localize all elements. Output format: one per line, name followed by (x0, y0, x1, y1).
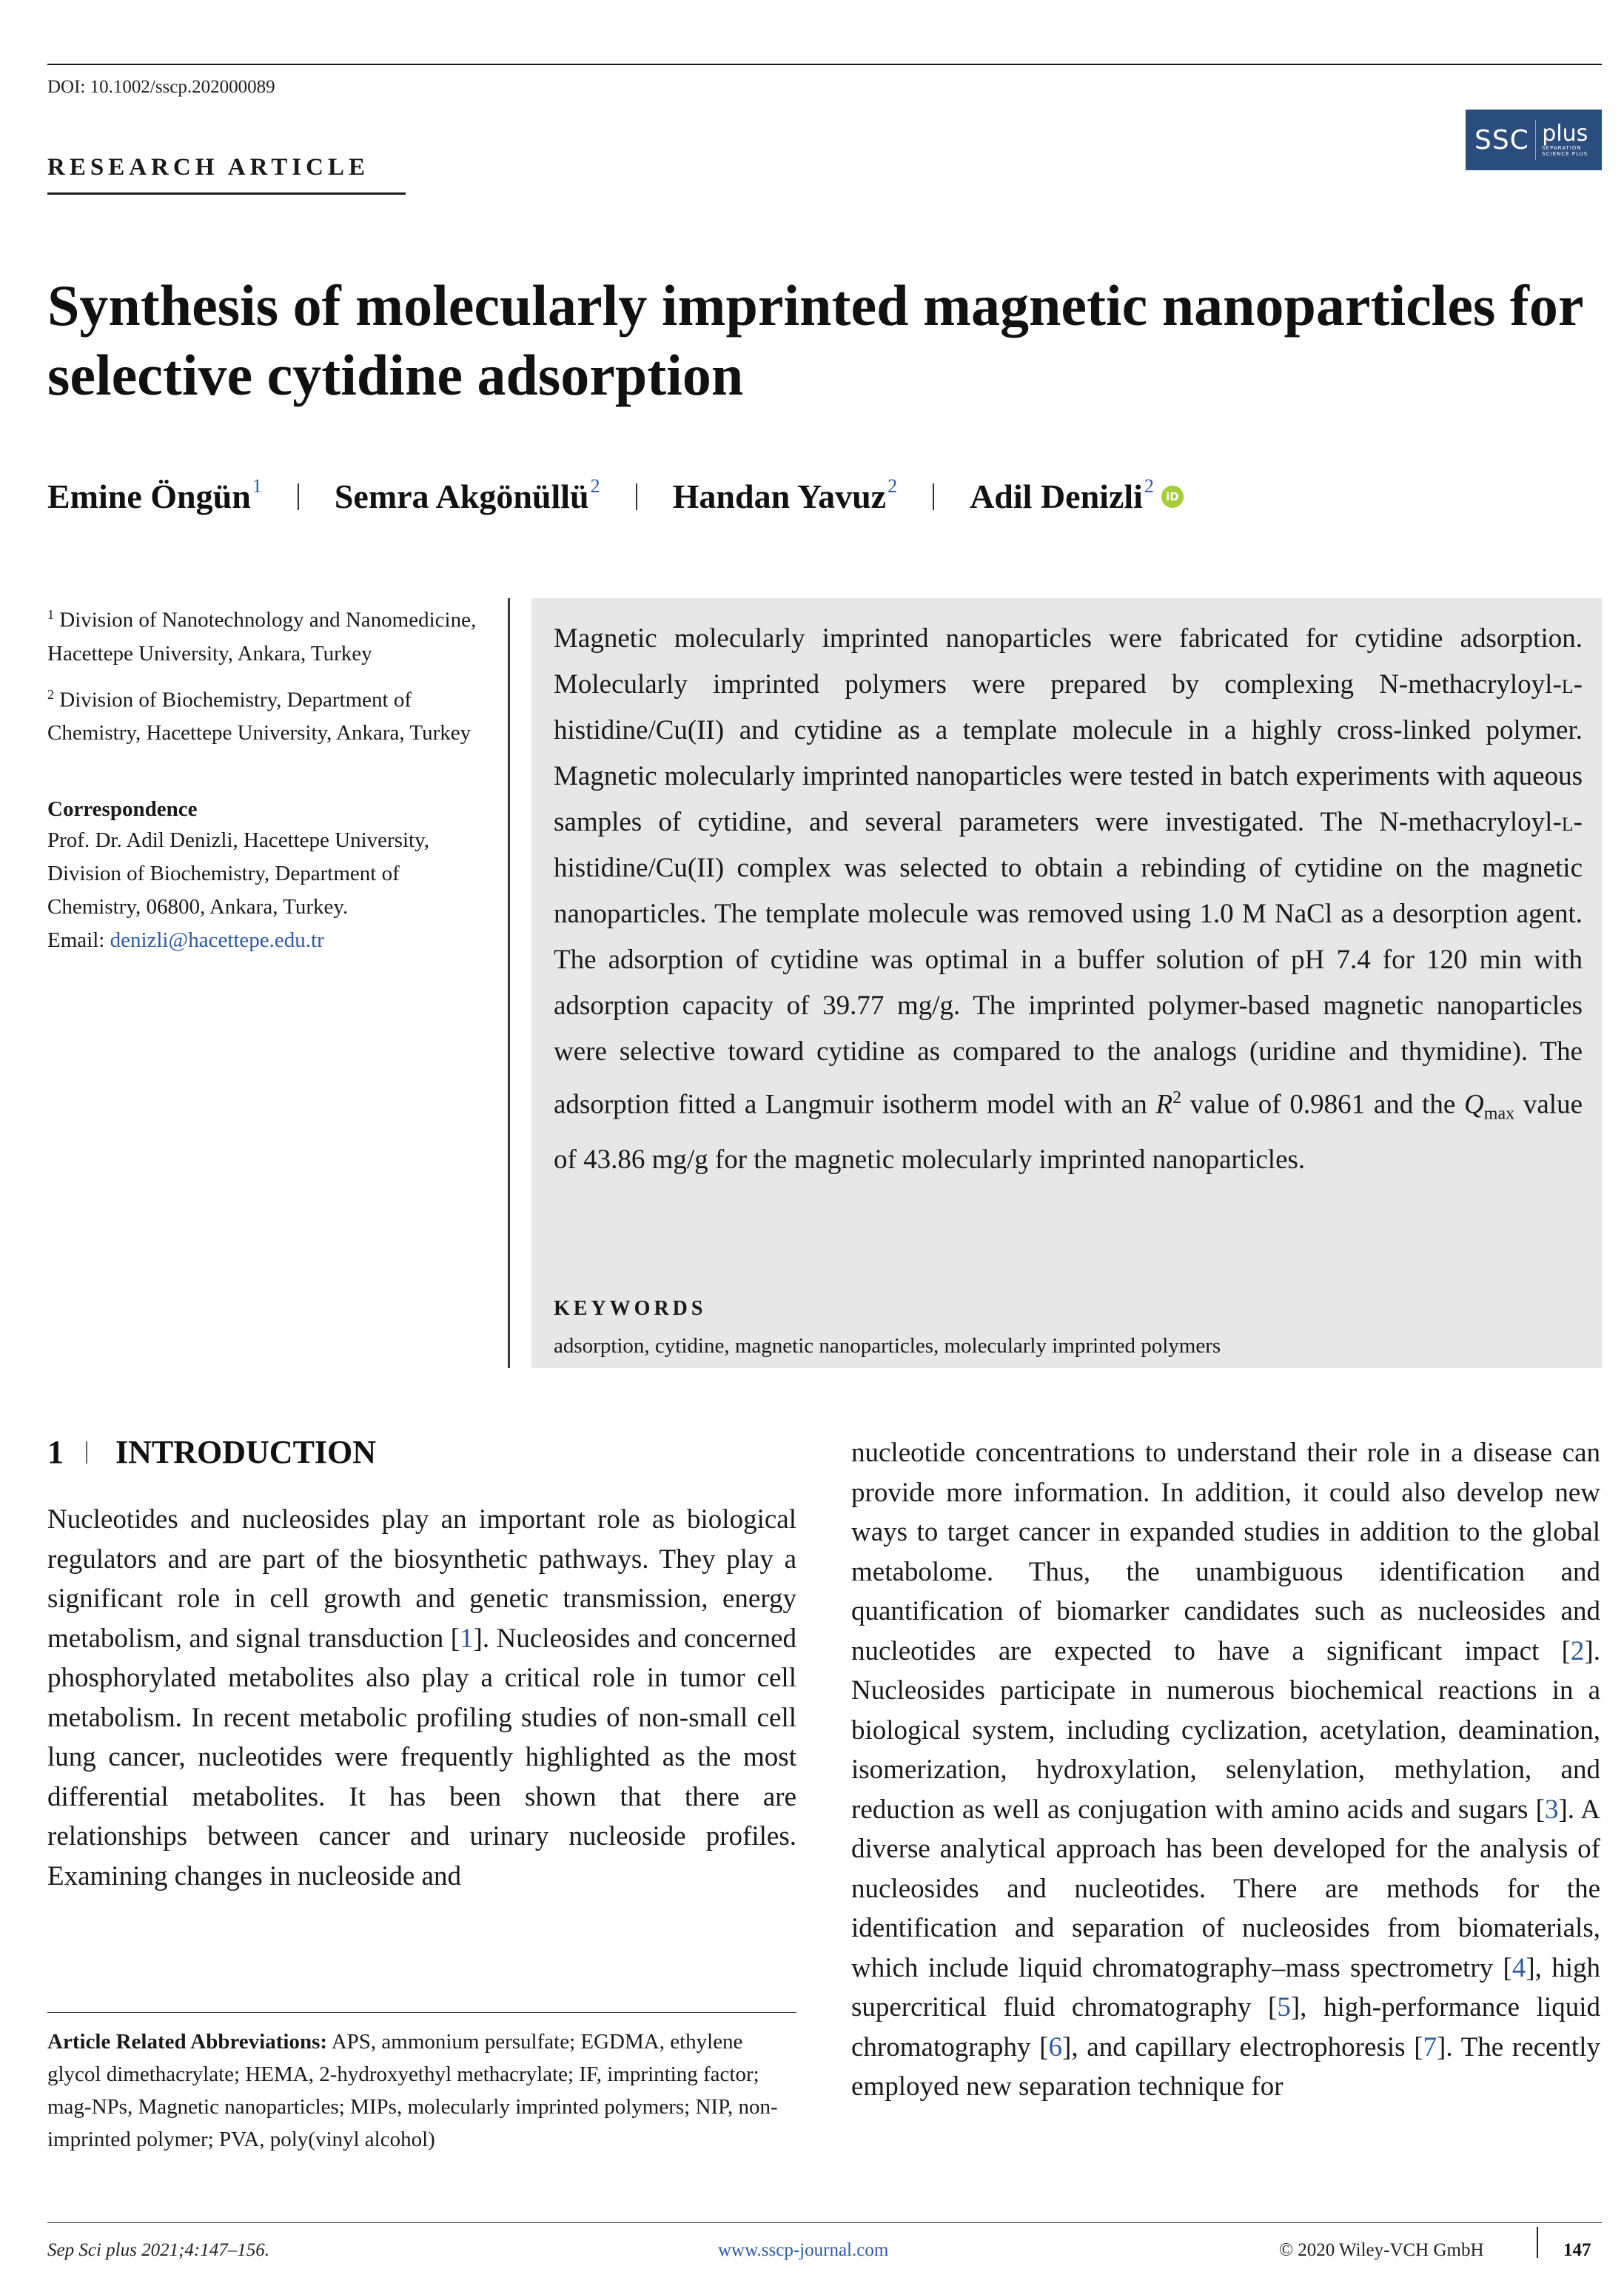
article-type-label: RESEARCH ARTICLE (47, 154, 370, 181)
logo-divider (1535, 120, 1536, 160)
affiliations-sidebar (47, 598, 491, 957)
affiliation-1 (47, 598, 491, 671)
email-link[interactable]: denizli@hacettepe.edu.tr (110, 928, 324, 953)
citation-link[interactable]: 2 (1570, 1635, 1585, 1666)
page-number: 147 (1563, 2240, 1591, 2260)
author-list (47, 477, 1184, 516)
affiliation-text: Division of Biochemistry, Department of Chemistry, Hacettepe University, Ankara, Turkey (47, 688, 472, 745)
citation-link[interactable]: 6 (1048, 2031, 1062, 2062)
abstract-part: value of 43.86 mg/g for the magnetic molecularly imprinted nanoparticles. (554, 1089, 1583, 1175)
body-text: ], high supercritical fluid chromatography [ (851, 1952, 1601, 2022)
abstract-part: value of 0.9861 and the (1181, 1089, 1465, 1120)
abstract-part: Magnetic molecularly imprinted nanoparticles were fabricated for cytidine adsorption. Molecularly imprinted polymers were prepared by complexing N-methacryloyl- (554, 623, 1583, 700)
section-heading (47, 1433, 376, 1471)
abstract-divider (508, 598, 510, 1368)
body-text: ], high-performance liquid chromatography [ (851, 1992, 1600, 2062)
logo-subtitle: SEPARATION SCIENCE PLUS (1542, 145, 1588, 157)
intro-paragraph-left (47, 1500, 796, 1896)
logo-right (1542, 123, 1602, 157)
footer-copyright: © 2020 Wiley-VCH GmbH (1279, 2240, 1484, 2260)
intro-paragraph-right (851, 1433, 1600, 2107)
article-title: Synthesis of molecularly imprinted magnetic nanoparticles for selective cytidine adsorption (47, 273, 1583, 407)
section-number: 1 (47, 1434, 64, 1470)
correspondence-address: Prof. Dr. Adil Denizli, Hacettepe University, Division of Biochemistry, Department of Chemistry, 06800, Ankara, Turkey. (47, 828, 429, 919)
citation-link[interactable]: 5 (1277, 1992, 1291, 2022)
footer-citation: Sep Sci plus 2021;4:147–156. (47, 2240, 269, 2260)
abbreviations-footnote (47, 2025, 796, 2156)
email-label: Email: (47, 928, 105, 953)
author-1[interactable] (47, 477, 262, 516)
body-text: ]. A diverse analytical approach has been developed for the analysis of nucleosides and nucleotides. There are methods for the identification and separation of nucleosides from biomaterials, which include liquid chromatography–mass spectrometry [ (851, 1794, 1600, 1983)
citation-link[interactable]: 1 (460, 1623, 474, 1654)
q-symbol: Q (1464, 1089, 1484, 1120)
author-name: Handan Yavuz (672, 477, 887, 515)
abstract-part: -histidine/Cu(II) complex was selected to obtain a rebinding of cytidine on the magnetic nanoparticles. The template molecule was removed using 1.0 M NaCl as a desorption agent. The adsorption of cytidine was optimal in a buffer solution of pH 7.4 for 120 min with adsorption capacity of 39.77 mg/g. The imprinted polymer-based magnetic nanoparticles were selective toward cytidine as compared to the analogs (uridine and thymidine). The adsorption fitted a Langmuir isotherm model with an (554, 807, 1583, 1120)
body-text: ], and capillary electrophoresis [ (1062, 2031, 1423, 2062)
keywords-heading: KEYWORDS (554, 1297, 707, 1320)
small-caps-l: l (1561, 807, 1574, 837)
abbreviations-rule (47, 2012, 796, 2013)
author-affiliation-marker[interactable]: 2 (888, 475, 898, 497)
keywords-text: adsorption, cytidine, magnetic nanoparticles, molecularly imprinted polymers (554, 1334, 1221, 1358)
correspondence-heading: Correspondence (47, 797, 198, 822)
abstract-part: -histidine/Cu(II) and cytidine as a template molecule in a highly cross-linked polymer. Magnetic molecularly imprinted nanoparticles were tested in batch experiments with aqueous samples of cytidine, and several parameters were investigated. The N-methacryloyl- (554, 669, 1583, 837)
article-type-underline (47, 192, 406, 195)
author-2[interactable] (335, 477, 600, 516)
author-name: Adil Denizli (970, 477, 1143, 515)
author-3[interactable] (673, 477, 897, 516)
author-separator (933, 483, 934, 510)
section-title: INTRODUCTION (115, 1434, 377, 1470)
citation-link[interactable]: 3 (1544, 1794, 1559, 1825)
footer-rule (47, 2222, 1602, 2223)
r-symbol: R (1155, 1089, 1173, 1120)
affiliation-2 (47, 678, 491, 751)
citation-link[interactable]: 7 (1423, 2031, 1437, 2062)
correspondence-body (47, 824, 491, 957)
top-rule (47, 64, 1602, 65)
footer-separator (1537, 2227, 1538, 2258)
orcid-icon[interactable]: iD (1161, 486, 1184, 508)
body-text: ]. Nucleosides and concerned phosphorylated metabolites also play a critical role in tumor cell metabolism. In recent metabolic profiling studies of non-small cell lung cancer, nucleotides were frequently highlighted as the most differential metabolites. It has been shown that there are relationships between cancer and urinary nucleoside profiles. Examining changes in nucleoside and (47, 1623, 796, 1891)
affiliation-text: Division of Nanotechnology and Nanomedicine, Hacettepe University, Ankara, Turkey (47, 608, 477, 666)
doi: DOI: 10.1002/sscp.202000089 (47, 77, 275, 97)
section-separator (86, 1441, 87, 1464)
r-exponent: 2 (1172, 1088, 1182, 1107)
body-text: nucleotide concentrations to understand their role in a disease can provide more information. In addition, it could also develop new ways to target cancer in expanded studies in addition to the global metabolome. Thus, the unambiguous identification and quantification of biomarker candidates such as nucleosides and nucleotides are expected to have a significant impact [ (851, 1438, 1600, 1666)
body-text: ]. Nucleosides participate in numerous biochemical reactions in a biological system, including cyclization, acetylation, deamination, isomerization, hydroxylation, selenylation, methylation, and reduction as well as conjugation with amino acids and sugars [ (851, 1635, 1600, 1825)
body-text: ]. The recently employed new separation technique for (851, 2031, 1600, 2102)
author-separator (298, 483, 299, 510)
small-caps-l: l (1561, 669, 1574, 700)
body-text: Nucleotides and nucleosides play an important role as biological regulators and are part of the biosynthetic pathways. They play a significant role in cell growth and genetic transmission, energy metabolism, and signal transduction [ (47, 1504, 796, 1654)
author-4[interactable] (970, 477, 1154, 516)
author-name: Emine Öngün (47, 477, 251, 515)
author-affiliation-marker[interactable]: 1 (252, 475, 262, 497)
affiliation-number: 1 (47, 607, 54, 622)
author-separator (636, 483, 637, 510)
author-name: Semra Akgönüllü (334, 477, 589, 515)
affiliation-number: 2 (47, 686, 54, 702)
abbreviations-text: APS, ammonium persulfate; EGDMA, ethylene glycol dimethacrylate; HEMA, 2-hydroxyethyl methacrylate; IF, imprinting factor; mag-NPs, Magnetic nanoparticles; MIPs, molecularly imprinted polymers; NIP, non-imprinted polymer; PVA, poly(vinyl alcohol) (47, 2030, 778, 2151)
q-subscript: max (1483, 1104, 1515, 1124)
abbreviations-label: Article Related Abbreviations: (47, 2030, 328, 2054)
journal-logo (1466, 110, 1602, 170)
footer-journal-url[interactable]: www.sscp-journal.com (718, 2240, 889, 2260)
citation-link[interactable]: 4 (1511, 1952, 1526, 1983)
abstract-text (554, 616, 1583, 1183)
author-affiliation-marker[interactable]: 2 (1144, 475, 1154, 497)
logo-plus-text: plus (1542, 121, 1588, 147)
author-affiliation-marker[interactable]: 2 (590, 475, 600, 497)
logo-ssc-text: SSC (1474, 124, 1529, 155)
